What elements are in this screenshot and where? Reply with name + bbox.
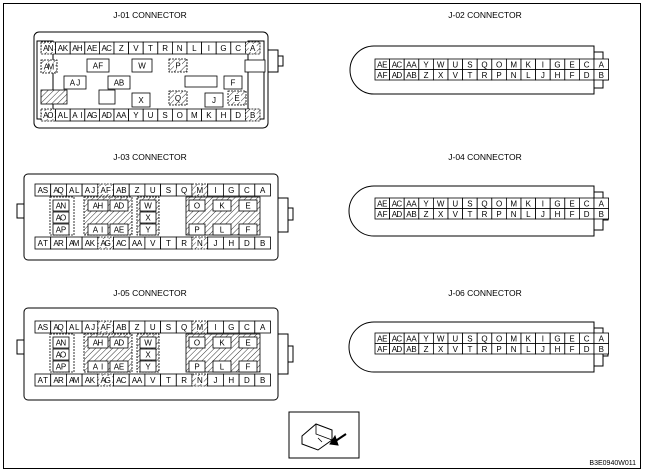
terminal-label: E [245,201,251,211]
terminal-label: D [235,111,241,120]
terminal-label: P [496,70,502,80]
terminal-label: S [467,334,473,344]
connector-title-j03: J-03 CONNECTOR [113,152,187,162]
terminal-label: B [598,209,604,219]
terminal-label: K [219,201,225,211]
terminal-label: AF [377,344,388,354]
terminal-label: I [541,60,545,70]
terminal-label: A [598,60,604,70]
terminal-label: G [228,323,235,332]
terminal-label: H [554,344,561,354]
terminal-label: M [190,111,198,120]
terminal-label: J [540,70,545,80]
terminal-label: AF [100,186,111,195]
terminal-label: M [510,199,518,209]
terminal-label: AN [55,201,67,211]
terminal-label: O [176,111,183,120]
terminal-label: F [245,362,251,372]
terminal-label: Q [481,334,488,344]
terminal-label: AQ [53,186,64,195]
terminal-label: L [526,344,531,354]
terminal-label: AI [92,362,104,372]
terminal-label: L [192,44,197,53]
terminal-label: AG [100,376,111,385]
terminal-grid-j06 [375,333,609,354]
terminal-label: X [145,350,151,360]
terminal-label: AF [92,61,104,71]
connector-title-j04: J-04 CONNECTOR [448,152,522,162]
connector-title-j02: J-02 CONNECTOR [448,10,522,20]
terminal-label: Y [423,199,429,209]
terminal-label: L [526,70,531,80]
terminal-cell [41,90,67,104]
terminal-label: AA [116,111,127,120]
terminal-label: F [230,78,236,88]
terminal-label: N [176,44,183,53]
terminal-label: V [452,209,458,219]
terminal-label: W [144,338,152,348]
terminal-label: AA [406,199,417,209]
terminal-label: V [452,70,458,80]
terminal-label: V [150,239,156,248]
terminal-label: D [583,209,590,219]
terminal-label: AJ [84,323,96,332]
terminal-label: W [436,334,445,344]
terminal-label: AD [101,111,112,120]
terminal-label: E [234,94,240,103]
terminal-label: K [525,199,531,209]
terminal-label: AB [116,323,127,332]
terminal-label: AI [92,225,104,235]
terminal-label: I [541,199,545,209]
terminal-label: T [467,344,473,354]
terminal-label: X [438,209,444,219]
terminal-label: Y [145,225,151,235]
terminal-label: AT [37,376,49,385]
terminal-label: D [244,239,250,248]
terminal-label: T [148,44,153,53]
terminal-label: AL [69,323,80,332]
terminal-label: AC [116,239,127,248]
terminal-label: AD [113,201,125,211]
terminal-label: B [598,70,604,80]
terminal-label: O [193,201,201,211]
terminal-label: V [150,376,156,385]
terminal-label: U [452,334,459,344]
terminal-label: R [181,239,188,248]
terminal-label: AD [391,344,403,354]
terminal-label: R [481,209,488,219]
terminal-label: U [149,323,156,332]
terminal-label: AC [101,44,112,53]
terminal-label: N [196,376,203,385]
terminal-cell [185,76,217,87]
terminal-label: AG [86,111,98,120]
terminal-label: AE [377,334,388,344]
terminal-label: AN [55,338,67,348]
terminal-label: N [510,209,517,219]
terminal-label: AQ [53,323,64,332]
terminal-label: D [583,344,590,354]
terminal-label: AE [113,225,125,235]
terminal-label: AA [406,60,417,70]
terminal-label: R [481,70,488,80]
terminal-label: M [510,334,518,344]
terminal-label: H [228,376,235,385]
terminal-label: B [259,376,266,385]
terminal-label: B [250,111,256,120]
terminal-label: AA [131,376,143,385]
terminal-label: AS [37,186,49,195]
terminal-label: AN [43,44,54,53]
terminal-label: P [194,362,200,372]
terminal-label: C [244,323,250,332]
terminal-label: G [220,44,227,53]
terminal-label: AA [406,334,417,344]
terminal-label: C [583,60,590,70]
terminal-grid-j04 [375,198,609,219]
terminal-label: E [569,334,575,344]
terminal-label: C [235,44,241,53]
terminal-label: A [259,186,266,195]
terminal-label: AC [391,334,403,344]
terminal-label: AK [57,44,69,53]
terminal-cell [245,60,265,72]
terminal-label: AD [113,338,125,348]
terminal-label: AK [84,376,96,385]
terminal-label: R [181,376,188,385]
terminal-label: L [219,225,225,235]
terminal-label: W [138,61,146,71]
terminal-label: Z [118,44,124,53]
view-direction-symbol [289,412,359,458]
terminal-label: AE [113,362,125,372]
connector-title-j01: J-01 CONNECTOR [113,10,187,20]
terminal-label: P [175,61,181,71]
terminal-label: P [496,209,502,219]
terminal-label: Z [134,323,140,332]
terminal-label: F [569,344,575,354]
drawing-sheet [3,3,641,469]
terminal-label: V [133,44,139,53]
terminal-label: D [583,70,590,80]
terminal-label: E [569,199,575,209]
terminal-label: L [526,209,531,219]
terminal-label: K [525,334,531,344]
terminal-label: L [219,362,225,372]
terminal-label: AF [377,70,388,80]
figure-code: B3E0940W011 [589,460,636,467]
terminal-label: N [196,239,203,248]
terminal-label: F [569,70,575,80]
terminal-label: Q [181,186,188,195]
terminal-label: S [467,60,473,70]
terminal-label: AO [43,111,54,120]
terminal-label: AC [116,376,127,385]
terminal-label: AH [92,338,104,348]
terminal-label: A [598,199,604,209]
terminal-label: Q [481,60,488,70]
terminal-label: I [541,334,545,344]
terminal-label: X [438,70,444,80]
terminal-label: M [510,60,518,70]
terminal-label: AA [131,239,143,248]
terminal-grid-j05 [35,321,271,386]
terminal-label: C [583,334,590,344]
terminal-label: M [196,323,204,332]
terminal-label: AM [43,62,55,72]
terminal-label: J [540,344,545,354]
terminal-label: AG [100,239,111,248]
terminal-label: M [196,186,204,195]
terminal-label: J [212,96,216,105]
terminal-label: C [244,186,250,195]
terminal-label: AE [86,44,98,53]
terminal-label: AH [92,201,104,211]
terminal-label: AE [377,199,388,209]
terminal-label: P [194,225,200,235]
terminal-label: AI [72,111,83,120]
terminal-label: Z [423,70,429,80]
terminal-label: X [145,213,151,223]
terminal-label: AJ [84,186,96,195]
terminal-label: K [525,60,531,70]
terminal-label: N [510,344,517,354]
terminal-label: AB [406,344,417,354]
terminal-grid-j02 [375,59,609,80]
terminal-label: T [467,209,473,219]
terminal-label: Z [423,209,429,219]
terminal-label: J [540,209,545,219]
terminal-label: Y [133,111,139,120]
terminal-label: Q [174,94,182,103]
terminal-label: B [259,239,266,248]
terminal-label: N [510,70,517,80]
terminal-label: AP [55,225,67,235]
terminal-label: P [496,344,502,354]
terminal-label: K [206,111,212,120]
terminal-label: AJ [69,78,81,88]
terminal-label: S [467,199,473,209]
terminal-label: I [214,186,217,195]
terminal-label: X [138,96,144,105]
terminal-label: AK [84,239,96,248]
terminal-label: H [554,70,561,80]
terminal-label: S [165,186,172,195]
terminal-label: O [495,199,503,209]
terminal-label: F [569,209,575,219]
terminal-label: G [228,186,235,195]
terminal-grid-j03 [35,184,271,249]
terminal-label: U [452,60,459,70]
terminal-label: H [228,239,235,248]
terminal-label: AH [72,44,83,53]
terminal-label: J [213,376,218,385]
connector-diagram [4,4,642,470]
terminal-label: AP [55,362,67,372]
terminal-label: E [569,60,575,70]
terminal-label: A [250,44,256,53]
terminal-label: T [166,239,171,248]
terminal-label: AM [69,239,80,248]
terminal-label: R [162,44,168,53]
terminal-label: T [166,376,171,385]
terminal-label: Z [134,186,140,195]
terminal-label: S [165,323,172,332]
terminal-label: W [436,60,445,70]
terminal-label: AT [37,239,49,248]
terminal-label: AC [391,199,403,209]
terminal-label: AC [391,60,403,70]
terminal-label: Z [423,344,429,354]
terminal-label: V [452,344,458,354]
terminal-label: K [219,338,225,348]
terminal-label: AB [113,78,125,88]
terminal-label: G [554,334,561,344]
terminal-label: AR [53,239,64,248]
terminal-label: B [598,344,604,354]
terminal-label: O [495,60,503,70]
terminal-cell [99,90,115,104]
terminal-label: U [147,111,154,120]
terminal-label: H [220,111,227,120]
terminal-label: G [554,199,561,209]
terminal-label: AS [37,323,49,332]
terminal-label: AB [406,209,417,219]
terminal-label: E [245,338,251,348]
terminal-label: Y [423,60,429,70]
terminal-label: AD [391,70,403,80]
terminal-label: AE [377,60,388,70]
terminal-label: U [452,199,459,209]
terminal-label: U [149,186,156,195]
terminal-label: F [245,225,251,235]
terminal-label: A [598,334,604,344]
terminal-label: AD [391,209,403,219]
terminal-label: R [481,344,488,354]
terminal-label: S [162,111,168,120]
terminal-label: A [259,323,266,332]
terminal-label: Q [181,323,188,332]
terminal-label: AB [116,186,127,195]
terminal-label: X [438,344,444,354]
terminal-label: AL [57,111,69,120]
terminal-label: AO [55,213,67,223]
terminal-label: C [583,199,590,209]
terminal-label: AR [53,376,64,385]
terminal-label: Y [145,362,151,372]
terminal-label: I [214,323,217,332]
terminal-label: AO [55,350,67,360]
terminal-label: AF [100,323,111,332]
terminal-label: AL [69,186,80,195]
connector-title-j06: J-06 CONNECTOR [448,288,522,298]
terminal-label: AF [377,209,388,219]
terminal-label: Y [423,334,429,344]
connector-title-j05: J-05 CONNECTOR [113,288,187,298]
terminal-label: I [207,44,211,53]
terminal-label: J [213,239,218,248]
terminal-label: D [244,376,250,385]
terminal-label: Q [481,199,488,209]
terminal-label: O [193,338,201,348]
terminal-label: G [554,60,561,70]
terminal-label: W [144,201,152,211]
terminal-label: H [554,209,561,219]
terminal-label: AM [69,376,80,385]
terminal-label: O [495,334,503,344]
terminal-label: W [436,199,445,209]
terminal-label: T [467,70,473,80]
terminal-label: AB [406,70,417,80]
